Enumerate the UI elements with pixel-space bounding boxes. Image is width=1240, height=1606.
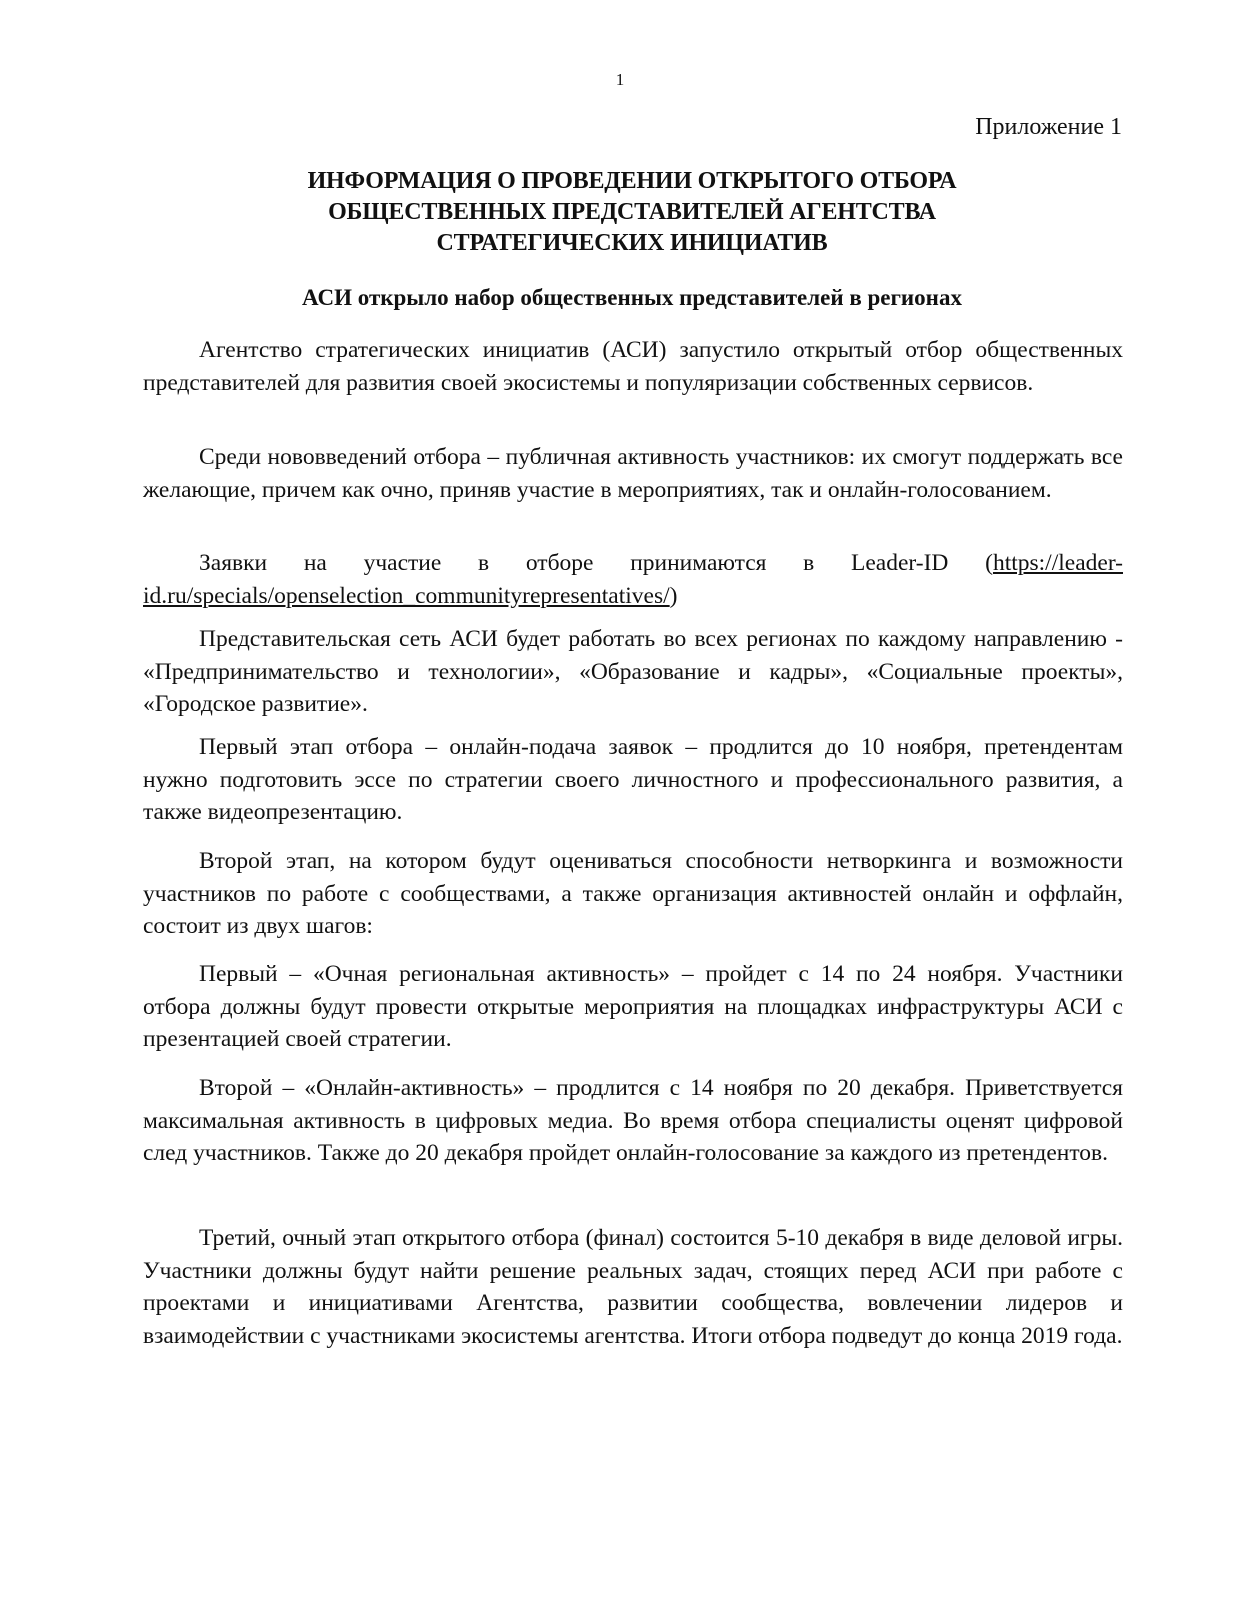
paragraph-text: Второй – «Онлайн-активность» – продлится с 14 ноября по 20 декабря. Приветствуется максимальная активность в цифровых медиа. Во время отбора специалисты оценят цифровой след участников. Также до 20 декабря пройдет онлайн-голосование за каждого из претендентов. [143,1075,1123,1166]
paragraph-network [143,623,1123,721]
paragraph-step-2 [143,1072,1123,1170]
paragraph-text: Представительская сеть АСИ будет работать во всех регионах по каждому направлению - «Предпринимательство и технологии», «Образование и кадры», «Социальные проекты», «Городское развитие». [143,626,1123,717]
paragraph-text: Первый – «Очная региональная активность» – пройдет с 14 по 24 ноября. Участники отбора должны будут провести открытые мероприятия на площадках инфраструктуры АСИ с презентацией своей стратегии. [143,961,1123,1052]
paragraph-intro [143,334,1123,399]
paragraph-applications [143,547,1123,612]
document-title [140,166,1124,259]
paragraph-stage-1 [143,731,1123,829]
appendix-label: Приложение 1 [975,114,1122,140]
paragraph-text: Агентство стратегических инициатив (АСИ) запустило открытый отбор общественных представителей для развития своей экосистемы и популяризации собственных сервисов. [143,337,1123,396]
title-line-1: ИНФОРМАЦИЯ О ПРОВЕДЕНИИ ОТКРЫТОГО ОТБОРА [307,168,957,194]
paragraph-text-before-link: Заявки на участие в отборе принимаются в Leader-ID ( [199,550,993,576]
paragraph-text: Третий, очный этап открытого отбора (финал) состоится 5-10 декабря в виде деловой игры. Участники должны будут найти решение реальных задач, стоящих перед АСИ при работе с проектами и инициативами Агентства, развитии сообщества, вовлечении лидеров и взаимодействии с участниками экосистемы агентства. Итоги отбора подведут до конца 2019 года. [143,1225,1123,1349]
document-subtitle: АСИ открыло набор общественных представителей в регионах [302,285,962,310]
paragraph-text: Первый этап отбора – онлайн-подача заявок – продлится до 10 ноября, претендентам нужно подготовить эссе по стратегии своего личностного и профессионального развития, а также видеопрезентацию. [143,734,1123,825]
paragraph-text-after-link: ) [669,582,678,609]
title-line-2: ОБЩЕСТВЕННЫХ ПРЕДСТАВИТЕЛЕЙ АГЕНТСТВА [328,199,936,225]
page-number: 1 [615,70,625,89]
paragraph-stage-3 [143,1222,1123,1352]
paragraph-step-1 [143,958,1123,1056]
paragraph-text [143,547,1123,612]
leader-id-link[interactable]: https://leader-id.ru/specials/openselection_communityrepresentatives/ [143,550,1123,609]
paragraph-stage-2 [143,845,1123,943]
paragraph-innovations [143,441,1123,506]
paragraph-text: Среди нововведений отбора – публичная активность участников: их смогут поддержать все желающие, причем как очно, приняв участие в мероприятиях, так и онлайн-голосованием. [143,444,1123,503]
title-line-3: СТРАТЕГИЧЕСКИХ ИНИЦИАТИВ [436,230,828,256]
paragraph-text: Второй этап, на котором будут оцениваться способности нетворкинга и возможности участников по работе с сообществами, а также организация активностей онлайн и оффлайн, состоит из двух шагов: [143,848,1123,939]
